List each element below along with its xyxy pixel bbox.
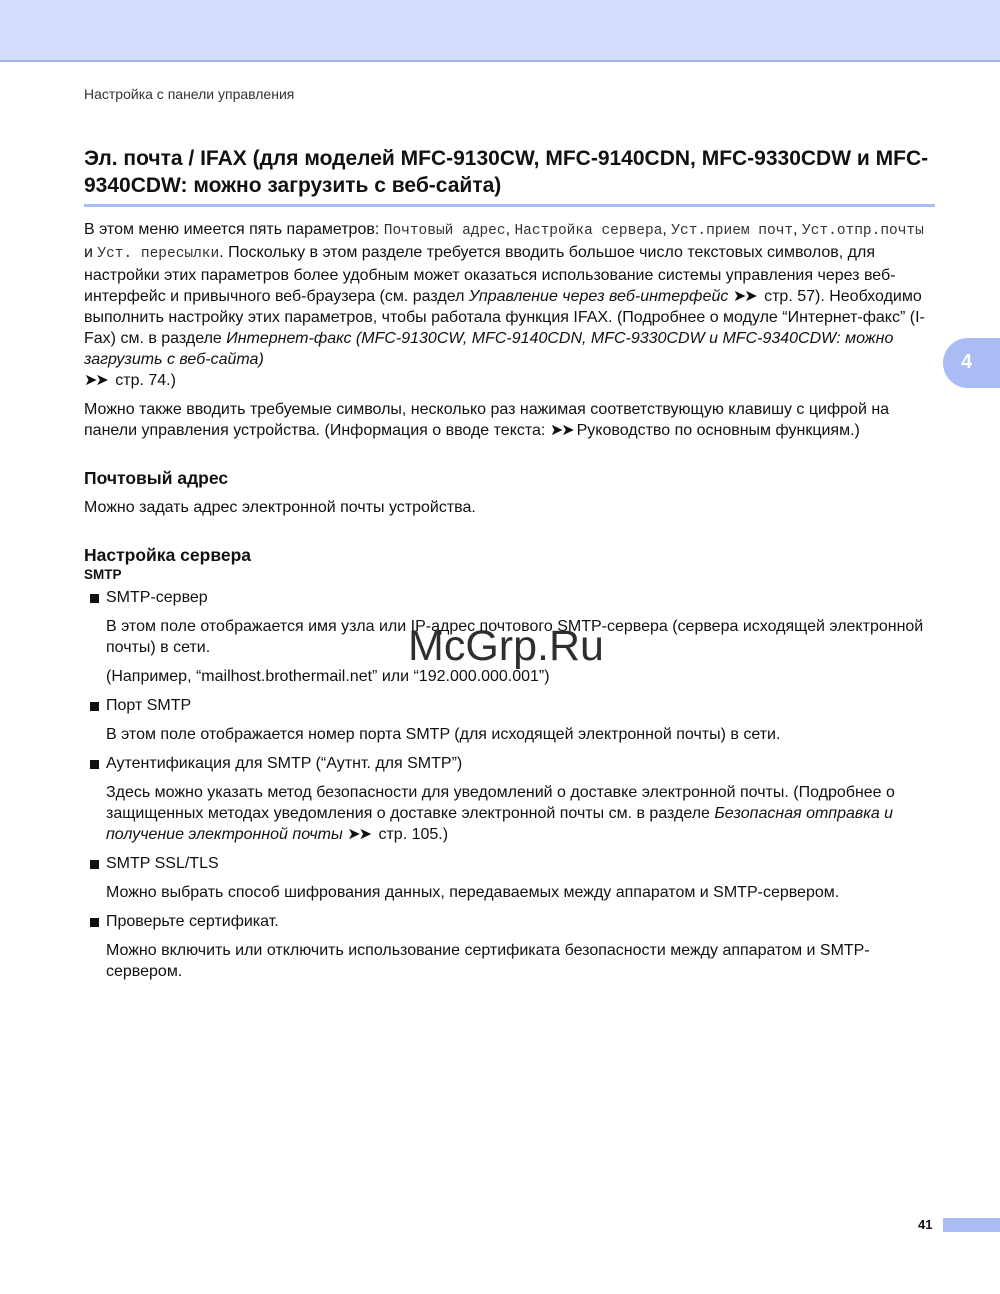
intro-lead: В этом меню имеется пять параметров: <box>84 221 384 238</box>
list-item <box>84 587 934 608</box>
page-reference: стр. 105.) <box>374 826 449 843</box>
list-item <box>84 853 934 874</box>
chapter-tab <box>943 338 1000 388</box>
page-reference: стр. 57 <box>759 288 815 305</box>
secure-email-link[interactable]: Безопасная отправка и получение электронной почты <box>106 805 894 843</box>
square-bullet-icon <box>90 760 99 769</box>
list-item <box>84 911 934 932</box>
conjunction: и <box>84 244 98 261</box>
list-item-description <box>84 782 934 845</box>
separator: , <box>793 221 803 238</box>
list-item-title: SMTP-сервер <box>106 589 208 606</box>
list-item-title: Аутентификация для SMTP (“Аутнт. для SMTP”) <box>106 755 463 772</box>
server-setup-heading: Настройка сервера <box>84 545 252 565</box>
list-item-description: Можно выбрать способ шифрования данных, передаваемых между аппаратом и SMTP-сервером. <box>106 884 840 901</box>
page-number: 41 <box>918 1217 933 1232</box>
param-postal-address: Почтовый адрес <box>383 223 506 239</box>
param-server-setup: Настройка сервера <box>514 223 663 239</box>
running-head: Настройка с панели управления <box>84 86 295 102</box>
reference-arrows-icon: ➤➤ <box>84 372 107 389</box>
description-text: Здесь можно указать метод безопасности для уведомлений о доставке электронной почты. (Подробнее о защищенных методах уведомления о доставке электронной почты см. в разделе <box>106 784 895 822</box>
postal-address-heading: Почтовый адрес <box>84 468 229 488</box>
list-item-description: В этом поле отображается имя узла или IP-адрес почтового SMTP-сервера (сервера исходящей электронной почты) в сети. <box>106 618 924 656</box>
square-bullet-icon <box>90 702 99 711</box>
page-reference: стр. 74.) <box>110 372 176 389</box>
text-input-paragraph <box>84 399 934 441</box>
list-item-example: (Например, “mailhost.brothermail.net” или “192.000.000.001”) <box>106 668 550 685</box>
param-mail-send: Уст.отпр.почты <box>802 223 924 239</box>
watermark: McGrp.Ru <box>408 622 604 670</box>
intro-text: . Поскольку в этом разделе требуется вводить большое число текстовых символов, для настройки этих параметров более удобным может оказаться использование системы управления через веб-интерфейс и привычного веб-браузера (см. раздел <box>84 244 896 305</box>
web-management-link[interactable]: Управление через веб-интерфейс <box>468 288 729 305</box>
list-item <box>84 753 934 774</box>
reference-arrows-icon: ➤➤ <box>549 422 573 439</box>
top-color-band <box>0 0 1000 62</box>
postal-address-description: Можно задать адрес электронной почты устройства. <box>84 499 476 516</box>
paragraph-text: Руководство по основным функциям.) <box>576 422 860 439</box>
smtp-settings-list <box>84 587 934 982</box>
chapter-number: 4 <box>961 351 973 373</box>
paragraph-text: Можно также вводить требуемые символы, несколько раз нажимая соответствующую клавишу с цифрой на панели управления устройства. (Информация о вводе текста: <box>84 401 890 439</box>
section-title: Эл. почта / IFAX (для моделей MFC-9130CW, MFC-9140CDN, MFC-9330CDW и MFC-9340CDW: можно загрузить с веб-сайта) <box>84 145 935 207</box>
reference-arrows-icon: ➤➤ <box>732 288 756 305</box>
list-item <box>84 695 934 716</box>
param-mail-receive: Уст.прием почт <box>671 223 794 239</box>
intro-text: ). Необходимо выполнить настройку этих параметров, чтобы работала функция IFAX. (Подробнее о модуле “Интернет-факс” (I-Fax) см. в разделе <box>84 288 925 347</box>
square-bullet-icon <box>90 918 99 927</box>
page-number-bar <box>943 1218 1000 1232</box>
separator: , <box>662 221 672 238</box>
reference-arrows-icon: ➤➤ <box>347 826 371 843</box>
square-bullet-icon <box>90 860 99 869</box>
internet-fax-link[interactable]: Интернет-факс (MFC-9130CW, MFC-9140CDN, MFC-9330CDW и MFC-9340CDW: можно загрузить с веб-сайта) <box>84 330 894 368</box>
intro-paragraph <box>84 219 934 391</box>
list-item-description: Можно включить или отключить использование сертификата безопасности между аппаратом и SMTP-сервером. <box>106 942 870 980</box>
separator: , <box>505 221 515 238</box>
list-item-description: В этом поле отображается номер порта SMTP (для исходящей электронной почты) в сети. <box>106 726 781 743</box>
square-bullet-icon <box>90 594 99 603</box>
list-item-title: SMTP SSL/TLS <box>106 855 219 872</box>
list-item-title: Проверьте сертификат. <box>106 913 279 930</box>
page-content <box>84 145 934 982</box>
list-item-title: Порт SMTP <box>106 697 192 714</box>
smtp-subheading: SMTP <box>84 567 122 582</box>
param-relay: Уст. пересылки <box>97 246 220 262</box>
